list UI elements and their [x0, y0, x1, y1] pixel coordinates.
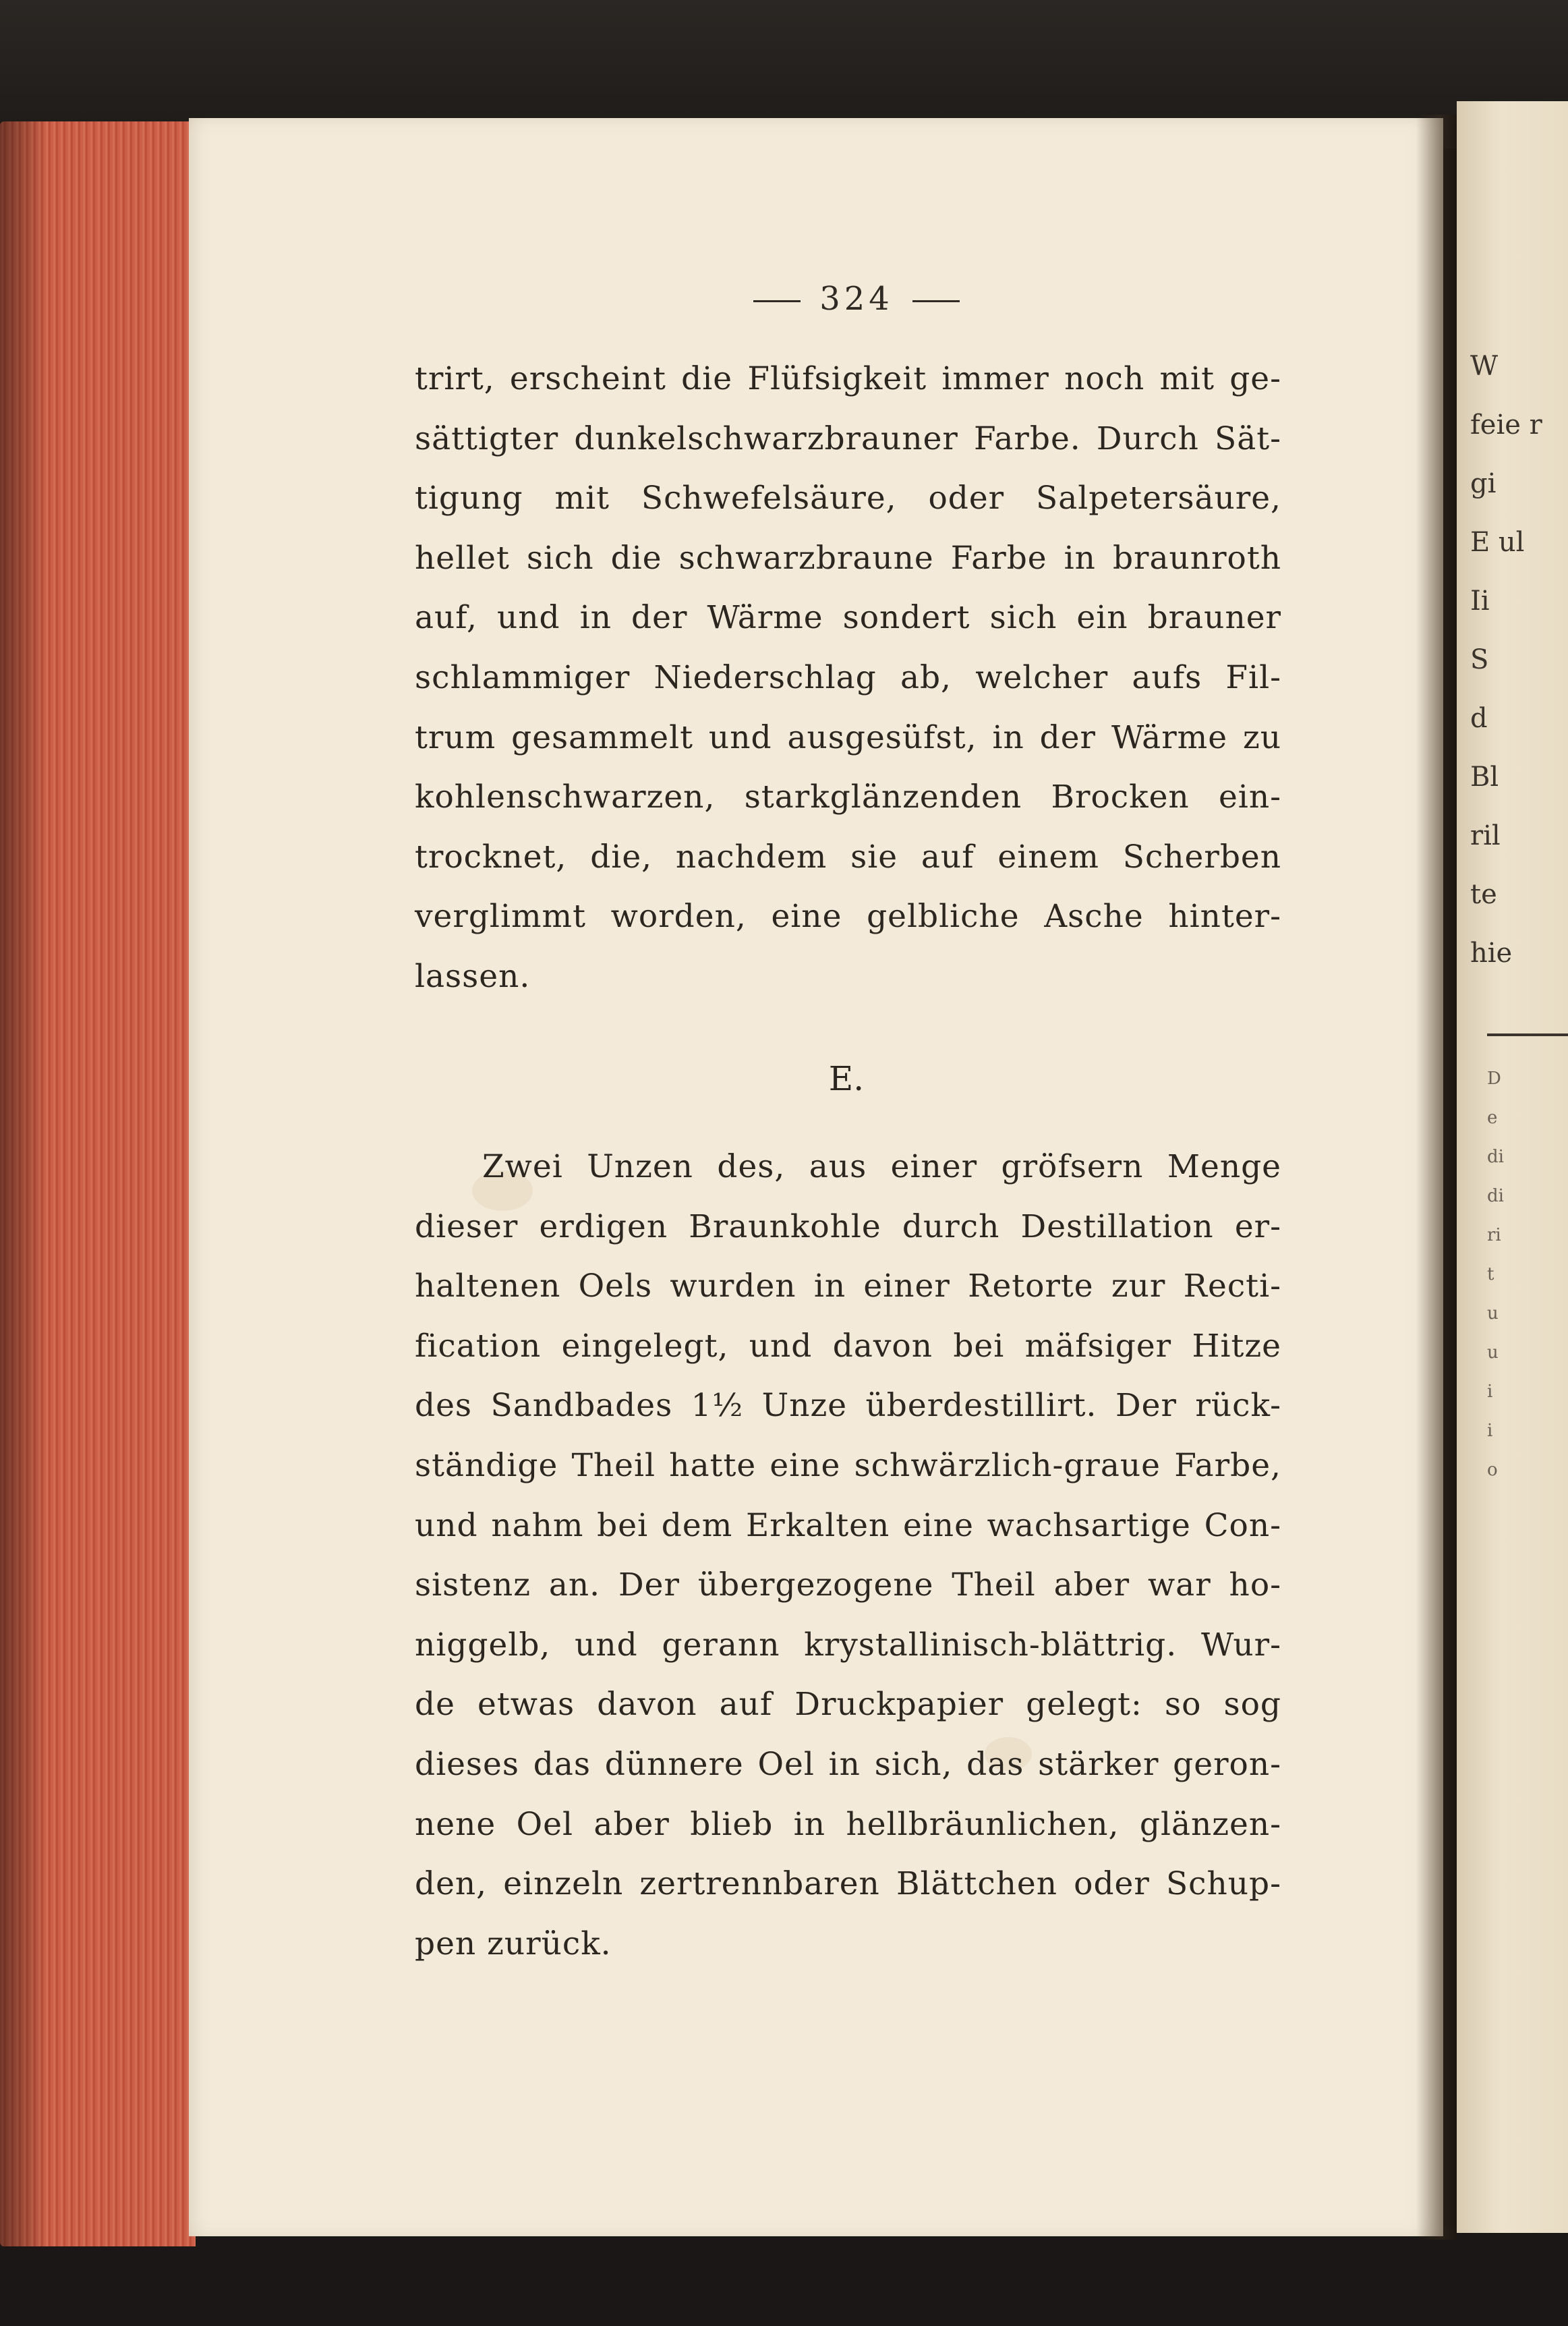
- text-line: trirt, erscheint die Flüfsigkeit immer noch mit ge-: [415, 360, 1281, 397]
- facing-page-line: u: [1487, 1342, 1499, 1363]
- text-line: kohlenschwarzen, starkglänzenden Brocken ein-: [415, 778, 1281, 816]
- text-line: de etwas davon auf Druckpapier gelegt: so sog: [415, 1686, 1281, 1724]
- facing-page-line: gi: [1470, 468, 1497, 499]
- background-bottom: [0, 2226, 1568, 2326]
- facing-page-line: u: [1487, 1303, 1499, 1324]
- text-line: niggelb, und gerann krystallinisch-blättrig. Wur-: [415, 1626, 1281, 1664]
- text-line: hellet sich die schwarzbraune Farbe in braunroth: [415, 539, 1281, 577]
- facing-page-line: o: [1487, 1460, 1498, 1480]
- facing-page-line: ri: [1487, 1225, 1501, 1245]
- text-line: sistenz an. Der übergezogene Theil aber war ho-: [415, 1566, 1281, 1604]
- facing-page-rule: [1487, 1033, 1568, 1036]
- facing-page-line: D: [1487, 1069, 1501, 1089]
- section-heading: E.: [828, 1059, 865, 1098]
- facing-page-line: i: [1487, 1421, 1493, 1441]
- paragraph-1: [415, 349, 1281, 1007]
- facing-page-text: [1470, 337, 1568, 983]
- facing-page-line: te: [1470, 879, 1497, 910]
- page-header: [728, 280, 985, 318]
- facing-page-line: di: [1487, 1147, 1504, 1167]
- header-dash-right: [912, 300, 960, 302]
- text-line: sättigter dunkelschwarzbrauner Farbe. Durch Sät-: [415, 420, 1281, 457]
- text-line: trum gesammelt und ausgesüfst, in der Wärme zu: [415, 718, 1281, 756]
- facing-page-line: E ul: [1470, 527, 1525, 558]
- paragraph-2: [415, 1137, 1281, 1974]
- facing-page-line: hie: [1470, 938, 1513, 969]
- text-line: verglimmt worden, eine gelbliche Asche hinter-: [415, 898, 1281, 936]
- text-line: ständige Theil hatte eine schwärzlich-graue Farbe,: [415, 1446, 1281, 1484]
- facing-page-line: di: [1487, 1186, 1504, 1206]
- text-line: nene Oel aber blieb in hellbräunlichen, glänzen-: [415, 1805, 1281, 1843]
- facing-page-line: i: [1487, 1382, 1493, 1402]
- facing-page-text-lower: [1487, 1059, 1568, 1490]
- facing-page-line: S: [1470, 644, 1489, 675]
- facing-page-line: feie r: [1470, 409, 1542, 441]
- text-line: auf, und in der Wärme sondert sich ein brauner: [415, 599, 1281, 637]
- text-line: fication eingelegt, und davon bei mäfsiger Hitze: [415, 1327, 1281, 1365]
- text-line: dieser erdigen Braunkohle durch Destillation er-: [415, 1208, 1281, 1245]
- text-line: pen zurück.: [415, 1925, 612, 1962]
- page-number: 324: [819, 280, 894, 318]
- facing-page-line: Bl: [1470, 762, 1499, 793]
- facing-page-line: t: [1487, 1264, 1494, 1284]
- text-line: den, einzeln zertrennbaren Blättchen oder Schup-: [415, 1865, 1281, 1903]
- text-line: des Sandbades 1½ Unze überdestillirt. Der rück-: [415, 1387, 1281, 1425]
- page-edges-shadow: [0, 121, 47, 2246]
- text-line: haltenen Oels wurden in einer Retorte zur Recti-: [415, 1268, 1281, 1305]
- text-line: schlammiger Niederschlag ab, welcher aufs Fil-: [415, 658, 1281, 696]
- text-line: trocknet, die, nachdem sie auf einem Scherben: [415, 838, 1281, 876]
- text-line: tigung mit Schwefelsäure, oder Salpetersäure,: [415, 480, 1281, 517]
- facing-page-line: Ii: [1470, 586, 1490, 617]
- facing-page-line: e: [1487, 1108, 1498, 1128]
- text-line: dieses das dünnere Oel in sich, das stärker geron-: [415, 1745, 1281, 1783]
- header-dash-left: [753, 300, 801, 302]
- facing-page-line: d: [1470, 703, 1488, 734]
- book-spine-shadow: [1416, 115, 1457, 2240]
- facing-page-line: ril: [1470, 820, 1501, 851]
- text-line: lassen.: [415, 957, 531, 995]
- text-line: Zwei Unzen des, aus einer gröfsern Menge: [482, 1148, 1281, 1185]
- text-line: und nahm bei dem Erkalten eine wachsartige Con-: [415, 1506, 1281, 1544]
- facing-page-line: W: [1470, 351, 1499, 382]
